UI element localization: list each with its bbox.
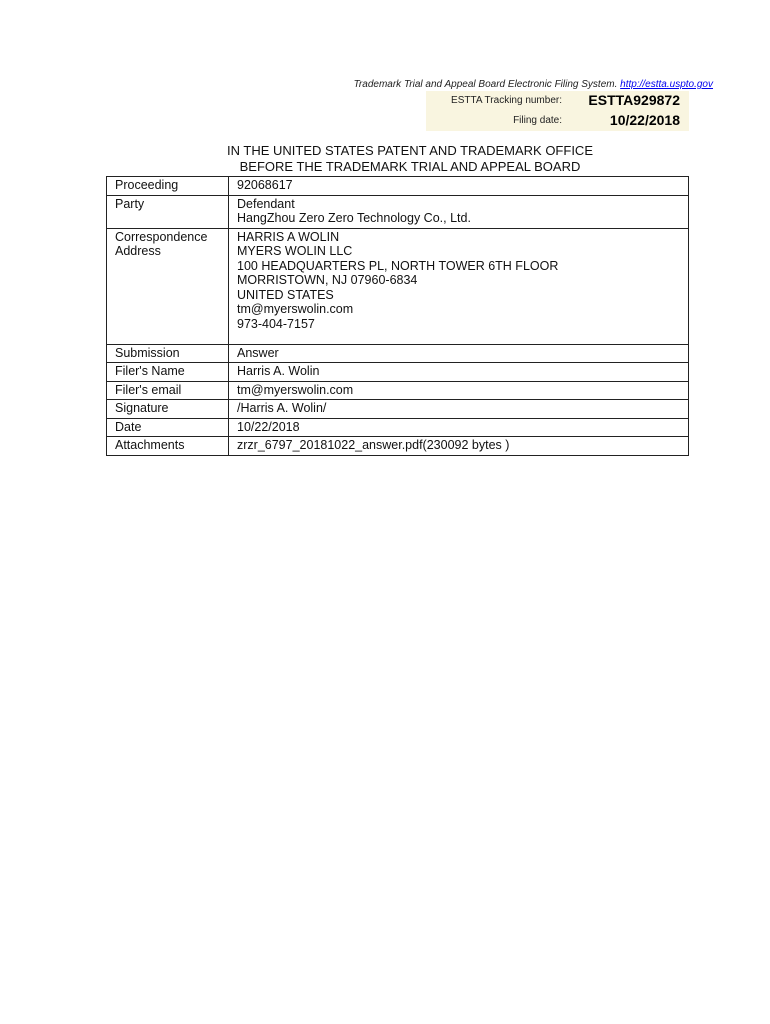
- address-phone: 973-404-7157: [237, 316, 315, 331]
- tracking-box: [426, 91, 689, 131]
- row-attachments: [107, 437, 689, 456]
- filing-date-label: Filing date:: [513, 115, 562, 126]
- header-system-line: [300, 79, 713, 90]
- address-line: MORRISTOWN, NJ 07960-6834: [237, 273, 418, 287]
- submission-value: Answer: [229, 344, 689, 363]
- title-line-1: IN THE UNITED STATES PATENT AND TRADEMARK OFFICE: [227, 143, 593, 158]
- date-value: 10/22/2018: [229, 418, 689, 437]
- address-email: tm@myerswolin.com: [237, 302, 354, 316]
- correspondence-label-line2: Address: [115, 244, 161, 258]
- title-line-2: BEFORE THE TRADEMARK TRIAL AND APPEAL BOARD: [239, 159, 581, 174]
- row-proceeding: [107, 177, 689, 196]
- address-line: HARRIS A WOLIN: [237, 229, 340, 244]
- correspondence-address: [229, 228, 689, 344]
- tracking-number-value: ESTTA929872: [588, 92, 680, 108]
- filers-email-value: tm@myerswolin.com: [229, 381, 689, 400]
- row-date: [107, 418, 689, 437]
- attachments-value: zrzr_6797_20181022_answer.pdf(230092 bytes ): [229, 437, 689, 456]
- estta-link[interactable]: http://estta.uspto.gov: [620, 79, 713, 90]
- date-label: Date: [107, 418, 229, 437]
- document-title: [200, 143, 620, 175]
- header-system-text: Trademark Trial and Appeal Board Electronic Filing System.: [353, 79, 618, 90]
- filers-name-label: Filer's Name: [107, 363, 229, 382]
- filers-email-label: Filer's email: [107, 381, 229, 400]
- correspondence-label-line1: Correspondence: [115, 229, 208, 244]
- row-submission: [107, 344, 689, 363]
- filers-name-value: Harris A. Wolin: [229, 363, 689, 382]
- party-value: [229, 195, 689, 228]
- address-line: UNITED STATES: [237, 287, 334, 302]
- address-line: MYERS WOLIN LLC: [237, 244, 353, 258]
- submission-label: Submission: [107, 344, 229, 363]
- tracking-number-label: ESTTA Tracking number:: [451, 95, 562, 106]
- party-role: Defendant: [237, 196, 295, 211]
- address-line: 100 HEADQUARTERS PL, NORTH TOWER 6TH FLOOR: [237, 258, 559, 273]
- proceeding-value: 92068617: [229, 177, 689, 196]
- row-correspondence: [107, 228, 689, 344]
- correspondence-label: [107, 228, 229, 344]
- row-filers-name: [107, 363, 689, 382]
- signature-label: Signature: [107, 400, 229, 419]
- filing-date-value: 10/22/2018: [609, 112, 680, 128]
- party-label: Party: [107, 195, 229, 228]
- row-filers-email: [107, 381, 689, 400]
- filing-date-row: [426, 111, 689, 131]
- proceeding-label: Proceeding: [107, 177, 229, 196]
- filing-form-table: [106, 176, 689, 456]
- attachments-label: Attachments: [107, 437, 229, 456]
- row-signature: [107, 400, 689, 419]
- signature-value: /Harris A. Wolin/: [229, 400, 689, 419]
- tracking-number-row: [426, 91, 689, 111]
- party-name: HangZhou Zero Zero Technology Co., Ltd.: [237, 211, 471, 225]
- row-party: [107, 195, 689, 228]
